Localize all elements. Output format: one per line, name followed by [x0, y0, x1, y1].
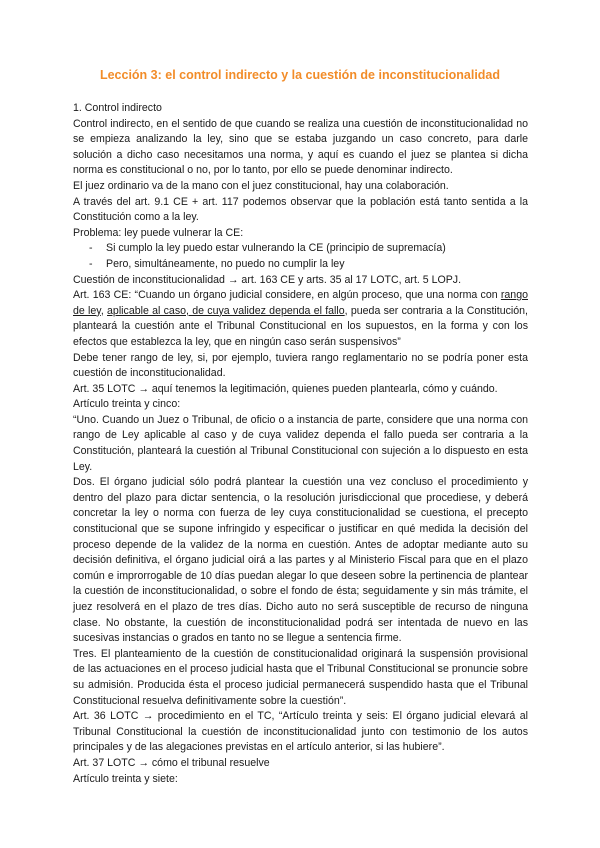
paragraph-problema: Problema: ley puede vulnerar la CE:: [73, 226, 244, 239]
art163-text-a: Art. 163 CE: “Cuando un órgano judicial considere, en algún proceso, que una norma con: [73, 289, 501, 302]
paragraph-juez: El juez ordinario va de la mano con el juez constitucional, hay una colaboración.: [73, 179, 449, 192]
paragraph-intro: Control indirecto, en el sentido de que cuando se realiza una cuestión de inconstitucionalidad no se empieza analizando la ley, sino que se estaba juzgando un caso concreto, para darle solución a dicho caso necesitamos una norma, y aquí es cuando el juez se plantea si dicha norma es constitucional o no, por lo tanto, por ello se puede denominar indirecto.: [73, 117, 528, 177]
paragraph-art35-title: Artículo treinta y cinco:: [73, 398, 181, 411]
paragraph-dos: Dos. El órgano judicial sólo podrá plantear la cuestión una vez concluso el procedimiento y dentro del plazo para dictar sentencia, o la resolución jurisdiccional que procediese, y deberá concretar la ley o norma con fuerza de ley cuya constitucionalidad se cuestiona, el precepto constitucional que se supone infringido y especificar o justificar en qué medida la decisión del proceso depende de la validez de la norma en cuestión. Antes de adoptar mediante auto su decisión definitiva, el órgano judicial oirá a las partes y al Ministerio Fiscal para que en el plazo común e improrrogable de 10 días puedan alegar lo que deseen sobre la pertinencia de plantear la cuestión de inconstitucionalidad, o sobre el fondo de ésta; seguidamente y sin más trámite, el juez resolverá en el plazo de tres días. Dicho auto no será susceptible de recurso de ninguna clase. No obstante, la cuestión de inconstitucionalidad podrá ser intentada de nuevo en las sucesivas instancias o grados en tanto no se llegue a sentencia firme.: [73, 476, 528, 645]
list-item: - Si cumplo la ley puedo estar vulnerando la CE (principio de supremacía): [73, 241, 528, 257]
section-heading: 1. Control indirecto: [73, 102, 162, 114]
art163-text-c: , pueda ser contraria a la Constitución, planteará la cuestión ante el Tribunal Constitucional en los supuestos, en la forma y con los efectos que establezca la ley, que en ningún caso serán suspensivos”: [73, 304, 528, 348]
art163-underline-aplicable: aplicable al caso, de cuya validez dependa el fallo: [107, 304, 345, 317]
paragraph-art36: Art. 36 LOTC → procedimiento en el TC, “Artículo treinta y seis: El órgano judicial elevará al Tribunal Constitucional la cuestión de inconstitucionalidad junto con testimonio de los autos principales y de las alegaciones previstas en el artículo anterior, si las hubiere”.: [73, 710, 528, 754]
paragraph-traves: A través del art. 9.1 CE + art. 117 podemos observar que la población está tanto sentida a la Constitución como a la ley.: [73, 195, 528, 224]
document-body: [73, 101, 528, 787]
problem-list: [73, 241, 528, 272]
list-item: - Pero, simultáneamente, no puedo no cumplir la ley: [73, 257, 528, 273]
paragraph-art37: Art. 37 LOTC → cómo el tribunal resuelve: [73, 756, 270, 769]
art163-underline-rango: rango de ley: [73, 289, 528, 317]
paragraph-art163: [73, 288, 528, 350]
paragraph-art37-title: Artículo treinta y siete:: [73, 772, 178, 785]
paragraph-cuestion: Cuestión de inconstitucionalidad → art. 163 CE y arts. 35 al 17 LOTC, art. 5 LOPJ.: [73, 273, 462, 286]
art163-text-b: ,: [100, 304, 108, 317]
paragraph-art35: Art. 35 LOTC → aquí tenemos la legitimación, quienes pueden plantearla, cómo y cuándo.: [73, 382, 498, 395]
paragraph-tres: Tres. El planteamiento de la cuestión de constitucionalidad originará la suspensión provisional de las actuaciones en el proceso judicial hasta que el Tribunal Constitucional se pronuncie sobre su admisión. Producida ésta el proceso judicial permanecerá suspendido hasta que el Tribunal Constitucional resuelva definitivamente sobre la cuestión”.: [73, 647, 528, 707]
paragraph-uno: “Uno. Cuando un Juez o Tribunal, de oficio o a instancia de parte, considere que una norma con rango de Ley aplicable al caso y de cuya validez dependa el fallo pueda ser contraria a la Constitución, planteará la cuestión al Tribunal Constitucional con sujeción a lo dispuesto en esta Ley.: [73, 413, 528, 473]
lesson-title: Lección 3: el control indirecto y la cuestión de inconstitucionalidad: [99, 68, 501, 82]
paragraph-rango: Debe tener rango de ley, si, por ejemplo, tuviera rango reglamentario no se podría poner esta cuestión de inconstitucionalidad.: [73, 351, 528, 380]
